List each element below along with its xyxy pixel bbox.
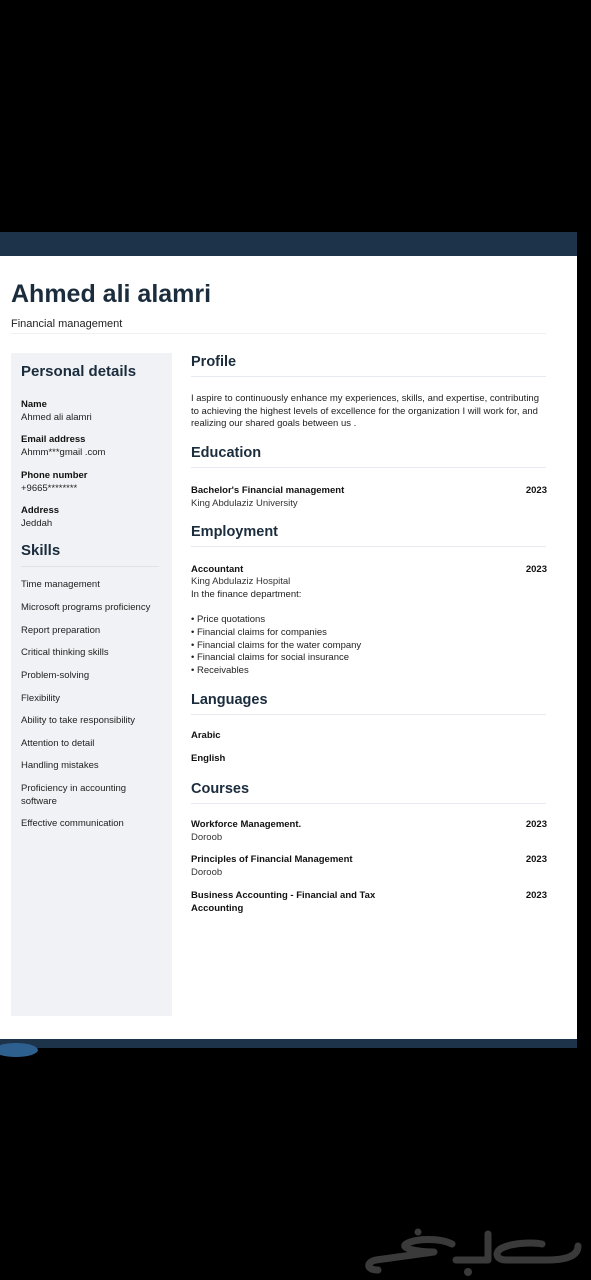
education-year: 2023 <box>525 485 547 496</box>
phone-label: Phone number <box>21 470 88 481</box>
job-year: 2023 <box>525 564 547 575</box>
job-duty: • Financial claims for companies <box>191 627 327 638</box>
skill-item: Report preparation <box>21 625 101 636</box>
education-heading: Education <box>191 445 262 461</box>
skills-divider <box>21 566 159 567</box>
skill-item: Time management <box>21 579 100 590</box>
course-title: Workforce Management. <box>191 819 302 830</box>
header-divider <box>11 333 546 334</box>
education-divider <box>191 467 546 468</box>
personal-details-heading: Personal details <box>21 363 137 380</box>
resume-page <box>0 256 577 1039</box>
profile-heading: Profile <box>191 354 237 370</box>
education-school: King Abdulaziz University <box>191 498 298 509</box>
address-value: Jeddah <box>21 518 53 529</box>
course-title: Principles of Financial Management <box>191 854 353 865</box>
phone-value: +9665******** <box>21 483 78 494</box>
skills-heading: Skills <box>21 542 61 559</box>
job-duty: • Financial claims for the water company <box>191 640 362 651</box>
skill-item: Problem-solving <box>21 670 90 681</box>
employment-divider <box>191 546 546 547</box>
job-note: In the finance department: <box>191 589 302 600</box>
skill-item: Critical thinking skills <box>21 647 109 658</box>
job-duty: • Price quotations <box>191 614 266 625</box>
course-year: 2023 <box>525 890 547 901</box>
skill-item: Ability to take responsibility <box>21 715 136 726</box>
profile-text: I aspire to continuously enhance my experiences, skills, and expertise, contributing to achieving the highest levels of excellence for the organization I will work for, and realizing our shared goals between us . <box>191 393 539 429</box>
skill-item: Proficiency in accounting software <box>21 783 127 807</box>
job-employer: King Abdulaziz Hospital <box>191 576 291 587</box>
language-item: Arabic <box>191 730 221 741</box>
bottom-footer-bar <box>0 1039 577 1048</box>
sidebar <box>11 353 172 1016</box>
resume-name: Ahmed ali alamri <box>11 280 212 308</box>
skill-item: Microsoft programs proficiency <box>21 602 151 613</box>
right-gap <box>577 232 591 256</box>
course-title: Business Accounting - Financial and Tax Accounting <box>191 890 376 914</box>
courses-divider <box>191 803 546 804</box>
email-label: Email address <box>21 434 86 445</box>
address-label: Address <box>21 505 60 516</box>
skill-item: Handling mistakes <box>21 760 99 771</box>
skill-item: Attention to detail <box>21 738 95 749</box>
haraj-watermark-logo <box>356 1224 586 1276</box>
employment-heading: Employment <box>191 524 279 540</box>
job-duty: • Receivables <box>191 665 249 676</box>
course-year: 2023 <box>525 854 547 865</box>
course-provider: Doroob <box>191 867 223 878</box>
course-provider: Doroob <box>191 832 223 843</box>
top-header-bar <box>0 232 577 256</box>
course-year: 2023 <box>525 819 547 830</box>
education-degree: Bachelor's Financial management <box>191 485 345 496</box>
skill-item: Effective communication <box>21 818 124 829</box>
name-label: Name <box>21 399 47 410</box>
profile-divider <box>191 376 546 377</box>
email-value: Ahmm***gmail .com <box>21 447 106 458</box>
scroll-indicator <box>0 1043 38 1057</box>
languages-heading: Languages <box>191 692 268 708</box>
resume-subtitle: Financial management <box>11 318 123 330</box>
job-duty: • Financial claims for social insurance <box>191 652 350 663</box>
language-item: English <box>191 753 226 764</box>
job-title: Accountant <box>191 564 244 575</box>
name-value: Ahmed ali alamri <box>21 412 92 423</box>
courses-heading: Courses <box>191 781 250 797</box>
languages-divider <box>191 714 546 715</box>
skill-item: Flexibility <box>21 693 61 704</box>
